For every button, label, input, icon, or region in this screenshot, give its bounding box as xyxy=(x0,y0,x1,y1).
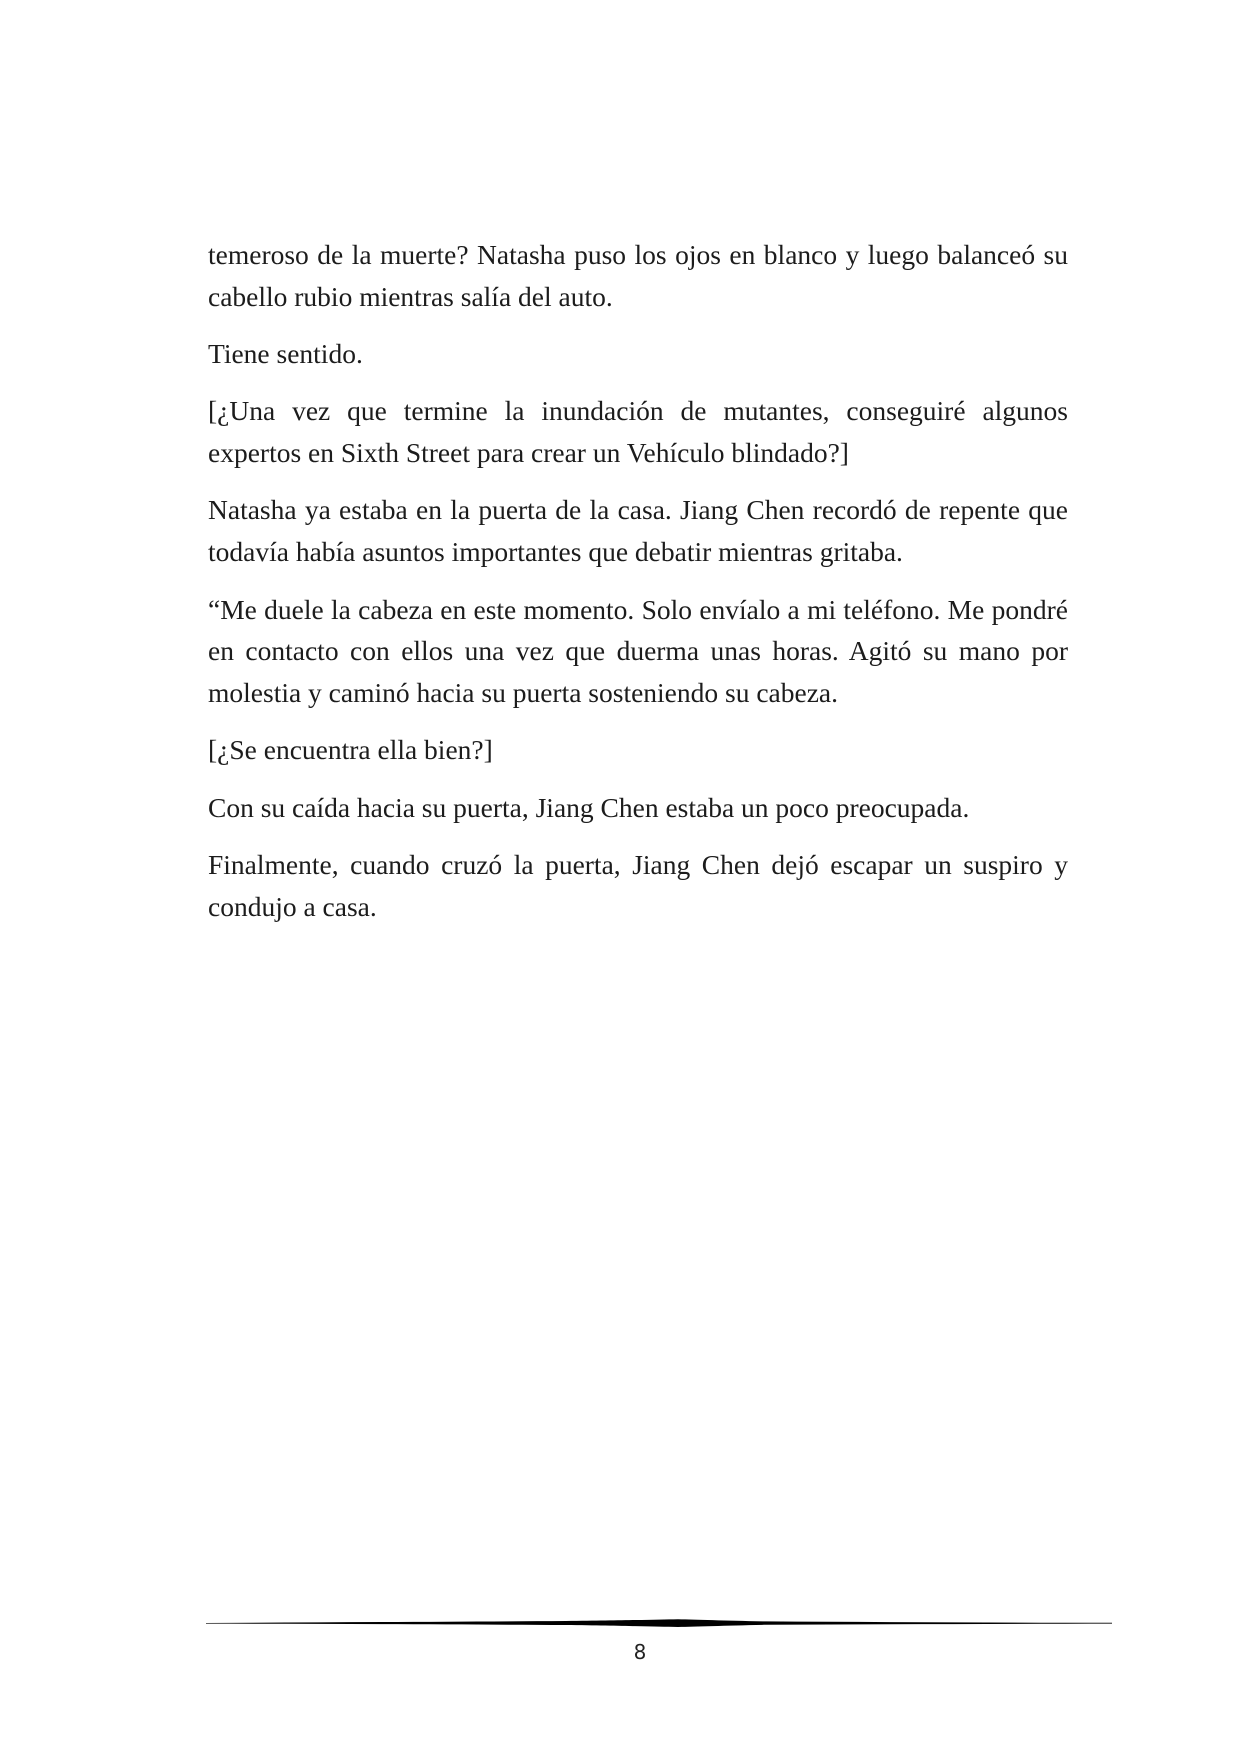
body-text xyxy=(208,234,1068,943)
footer-divider xyxy=(206,1616,1112,1630)
paragraph: Finalmente, cuando cruzó la puerta, Jiang Chen dejó escapar un suspiro y condujo a casa. xyxy=(208,849,1068,922)
paragraph: [¿Se encuentra ella bien?] xyxy=(208,734,493,766)
paragraph: “Me duele la cabeza en este momento. Solo envíalo a mi teléfono. Me pondré en contacto con ellos una vez que duerma unas horas. Agitó su mano por molestia y caminó hacia su puerta sosteniendo su cabeza. xyxy=(208,593,1068,709)
paragraph: Tiene sentido. xyxy=(208,338,363,370)
paragraph: [¿Una vez que termine la inundación de mutantes, conseguiré algunos expertos en Sixth Street para crear un Vehículo blindado?] xyxy=(208,395,1068,469)
paragraph: Con su caída hacia su puerta, Jiang Chen estaba un poco preocupada. xyxy=(208,791,970,823)
paragraph: temeroso de la muerte? Natasha puso los ojos en blanco y luego balanceó su cabello rubio mientras salía del auto. xyxy=(208,239,1068,312)
page-number: 8 xyxy=(633,1640,647,1664)
paragraph: Natasha ya estaba en la puerta de la casa. Jiang Chen recordó de repente que todavía había asuntos importantes que debatir mientras gritaba. xyxy=(208,494,1068,568)
